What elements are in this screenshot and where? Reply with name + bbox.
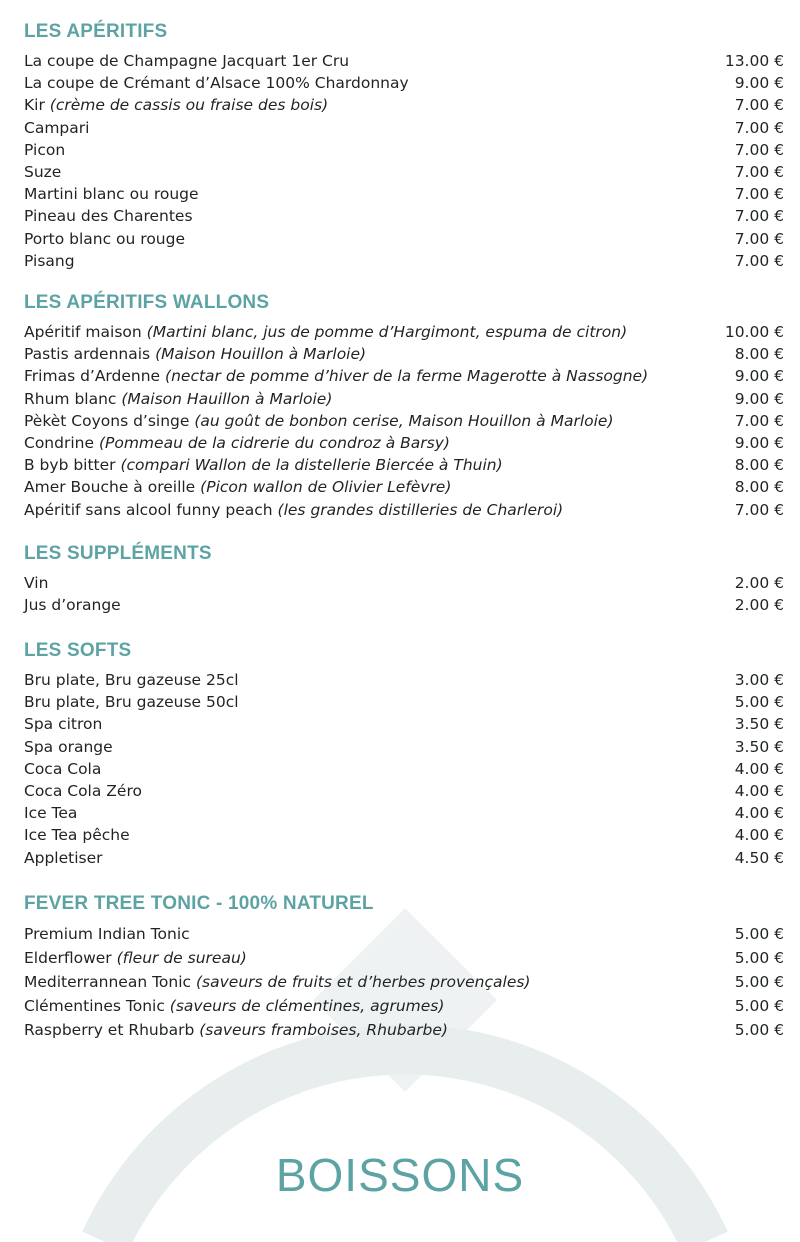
menu-item [24,228,784,250]
item-label [24,117,89,139]
menu-item [24,117,784,139]
menu-item [24,410,784,432]
item-label [24,94,328,116]
page-title: BOISSONS [275,1149,525,1201]
item-price: 4.50 € [734,848,784,867]
menu-item [24,802,784,824]
menu-item [24,758,784,780]
item-name: Vin [24,574,49,592]
menu-item [24,691,784,713]
item-name: Apéritif sans alcool funny peach [24,500,273,519]
item-price: 7.00 € [734,163,784,182]
item-name: Ice Tea pêche [24,826,130,845]
section-softs [24,639,784,869]
item-description: (nectar de pomme d’hiver de la ferme Magerotte à Nassogne) [165,367,649,386]
item-name: Pèkèt Coyons d’singe [24,411,190,430]
item-name: Amer Bouche à oreille [24,478,196,497]
menu-item [24,94,784,116]
item-name: Spa orange [24,737,113,756]
item-price: 9.00 € [734,389,784,408]
menu-item [24,50,784,72]
item-name: Kir [24,96,45,115]
item-name: Pastis ardennais [24,345,151,364]
item-name: Mediterrannean Tonic [24,973,192,991]
item-description: (Pommeau de la cidrerie du condroz à Barsy) [98,434,450,453]
item-name: Rhum blanc [24,389,117,408]
item-price: 7.00 € [734,118,784,137]
menu-item [24,1018,784,1042]
item-price: 3.00 € [734,671,784,689]
menu-item [24,946,784,970]
item-price: 7.00 € [734,251,784,270]
item-label [24,50,349,72]
item-description: (les grandes distilleries de Charleroi) [277,500,564,519]
item-label [24,946,247,970]
item-label [24,713,102,735]
item-label [24,922,190,946]
menu-item [24,343,784,365]
item-description: (Picon wallon de Olivier Lefèvre) [200,478,452,497]
item-description: (au goût de bonbon cerise, Maison Houillon à Marloie) [194,411,614,430]
item-price: 5.00 € [734,949,784,967]
menu-item [24,736,784,758]
section-title: LES APÉRITIFS WALLONS [24,292,270,313]
item-label [24,594,121,616]
item-name: B byb bitter [24,456,116,475]
item-label [24,139,65,161]
item-label [24,454,503,476]
item-name: Frimas d’Ardenne [24,367,161,386]
item-label [24,72,409,94]
item-label [24,780,142,802]
item-name: Bru plate, Bru gazeuse 25cl [24,671,239,689]
item-price: 7.00 € [734,185,784,204]
item-label [24,432,450,454]
item-description: (saveurs de clémentines, agrumes) [169,997,445,1015]
menu-item [24,250,784,272]
item-price: 5.00 € [734,693,784,712]
item-price: 8.00 € [734,345,784,364]
item-name: Condrine [24,434,95,453]
item-description: (saveurs de fruits et d’herbes provençales) [195,973,531,991]
item-name: Porto blanc ou rouge [24,229,186,248]
item-price: 5.00 € [734,1021,784,1039]
item-name: Martini blanc ou rouge [24,185,199,204]
item-name: Suze [24,163,62,182]
menu-item [24,72,784,94]
item-price: 4.00 € [734,782,784,801]
item-name: Appletiser [24,848,103,867]
item-price: 5.00 € [734,925,784,943]
item-name: Bru plate, Bru gazeuse 50cl [24,693,239,712]
item-label [24,205,193,227]
item-description: (Martini blanc, jus de pomme d’Hargimont, espuma de citron) [146,323,628,341]
item-label [24,250,75,272]
item-name: Premium Indian Tonic [24,925,190,943]
item-label [24,802,77,824]
menu-item [24,713,784,735]
item-name: Picon [24,140,66,159]
item-price: 9.00 € [734,367,784,386]
section-title: FEVER TREE TONIC - 100% NATUREL [24,893,374,914]
section-title: LES APÉRITIFS [24,21,168,42]
menu-item [24,847,784,869]
menu-item [24,161,784,183]
section-aperitifs-wallons [24,291,784,521]
item-label [24,228,185,250]
item-description: (Maison Hauillon à Marloie) [121,389,333,408]
section-aperitifs [24,20,784,272]
item-price: 4.00 € [734,804,784,823]
item-label [24,499,563,521]
item-price: 3.50 € [734,715,784,734]
item-label [24,388,332,410]
item-label [24,410,614,432]
item-name: La coupe de Crémant d’Alsace 100% Chardonnay [24,74,409,93]
item-price: 5.00 € [734,997,784,1015]
menu-item [24,970,784,994]
item-label [24,572,48,594]
menu-item [24,780,784,802]
menu-item [24,476,784,498]
menu-item [24,454,784,476]
item-label [24,847,103,869]
item-label [24,183,199,205]
item-price: 7.00 € [734,207,784,226]
item-name: Coca Cola Zéro [24,782,142,801]
item-label [24,161,61,183]
item-label [24,365,648,387]
menu-item [24,499,784,521]
item-name: Raspberry et Rhubarb [24,1021,195,1039]
item-description: (fleur de sureau) [116,949,247,967]
item-label [24,691,239,713]
item-label [24,321,627,343]
item-name: Pineau des Charentes [24,207,193,226]
menu-item [24,669,784,691]
item-price: 10.00 € [724,323,784,341]
item-price: 2.00 € [734,574,784,592]
section-fever-tree [24,892,784,1042]
menu-item [24,321,784,343]
item-name: Clémentines Tonic [24,997,165,1015]
item-description: (Maison Houillon à Marloie) [155,345,367,364]
item-name: La coupe de Champagne Jacquart 1er Cru [24,52,350,70]
item-price: 9.00 € [734,74,784,93]
menu-item [24,572,784,594]
item-price: 8.00 € [734,478,784,497]
menu-item [24,432,784,454]
item-description: (saveurs framboises, Rhubarbe) [199,1021,448,1039]
menu-item [24,594,784,616]
item-label [24,736,113,758]
item-price: 7.00 € [734,411,784,430]
item-name: Apéritif maison [24,323,142,341]
menu-item [24,183,784,205]
section-title: LES SOFTS [24,640,132,661]
item-name: Campari [24,118,90,137]
item-price: 7.00 € [734,96,784,115]
menu-item [24,922,784,946]
menu-item [24,388,784,410]
item-price: 13.00 € [724,52,784,70]
section-supplements [24,542,784,616]
item-price: 4.00 € [734,759,784,778]
item-label [24,343,366,365]
item-price: 8.00 € [734,456,784,475]
item-price: 3.50 € [734,737,784,756]
item-label [24,1018,448,1042]
item-label [24,669,239,691]
item-price: 7.00 € [734,140,784,159]
item-name: Ice Tea [24,804,78,823]
menu-item [24,994,784,1018]
item-price: 7.00 € [734,229,784,248]
item-name: Pisang [24,251,75,270]
item-name: Coca Cola [24,759,102,778]
item-price: 9.00 € [734,434,784,453]
item-label [24,824,130,846]
item-description: (crème de cassis ou fraise des bois) [49,96,329,115]
item-price: 5.00 € [734,973,784,991]
menu-item [24,824,784,846]
item-price: 7.00 € [734,500,784,519]
menu-item [24,365,784,387]
menu-item [24,205,784,227]
item-price: 2.00 € [734,596,784,615]
item-price: 4.00 € [734,826,784,845]
item-name: Jus d’orange [24,596,121,615]
item-description: (compari Wallon de la distellerie Biercée à Thuin) [120,456,503,475]
item-label [24,476,451,498]
section-title: LES SUPPLÉMENTS [24,543,212,564]
item-name: Spa citron [24,715,103,734]
item-label [24,970,530,994]
item-name: Elderflower [24,949,112,967]
item-label [24,994,444,1018]
item-label [24,758,101,780]
menu-item [24,139,784,161]
